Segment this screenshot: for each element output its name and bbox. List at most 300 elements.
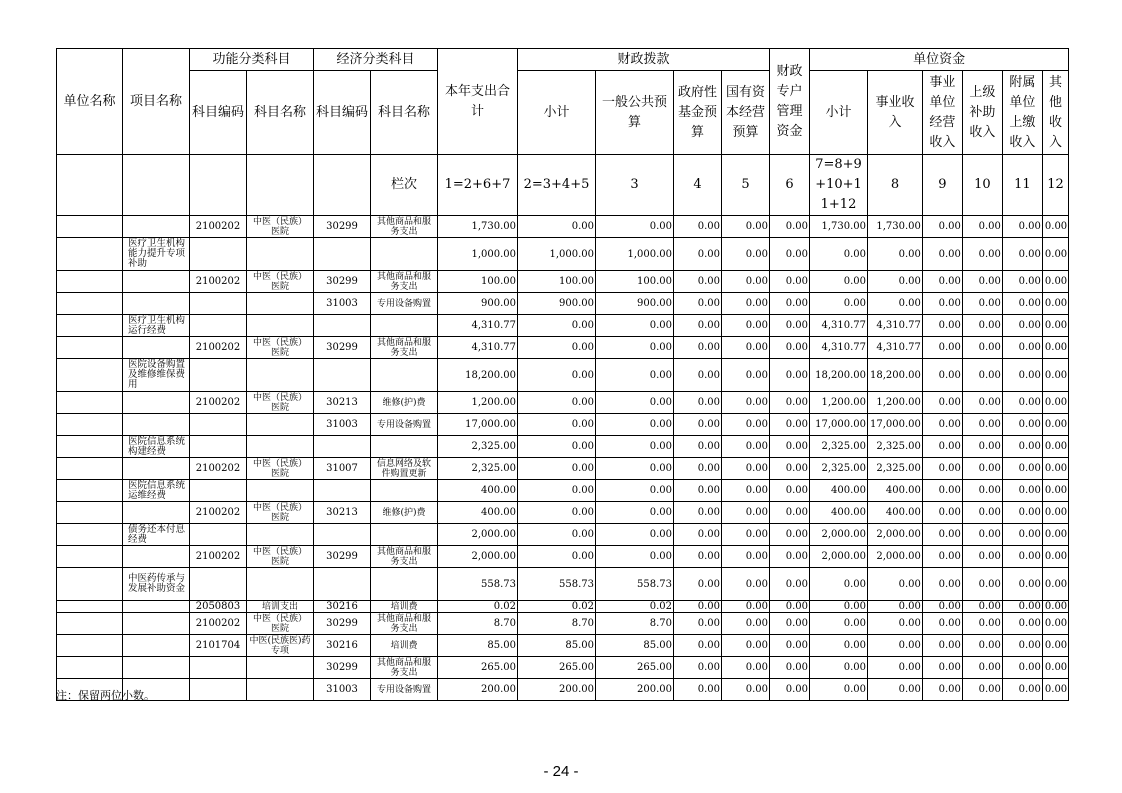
table-row (57, 216, 1069, 238)
unit-name-cell (57, 392, 123, 414)
amount-cell: 1,730.00 (868, 216, 923, 238)
amount-cell: 0.00 (674, 458, 722, 480)
amount-cell: 0.00 (674, 635, 722, 657)
column-index: 9 (922, 155, 962, 216)
amount-cell: 0.00 (674, 392, 722, 414)
amount-cell: 0.00 (922, 502, 962, 524)
amount-cell: 0.00 (674, 315, 722, 337)
amount-cell: 4,310.77 (810, 337, 868, 359)
amount-cell: 0.00 (674, 359, 722, 392)
function-code-cell (190, 414, 247, 436)
economic-name-cell (371, 436, 438, 458)
amount-cell: 0.00 (674, 436, 722, 458)
amount-cell: 1,730.00 (438, 216, 518, 238)
amount-cell: 0.00 (770, 293, 810, 315)
function-code-cell (190, 480, 247, 502)
amount-cell: 265.00 (518, 657, 596, 679)
amount-cell: 2,325.00 (438, 436, 518, 458)
economic-code-cell (314, 359, 371, 392)
amount-cell: 0.00 (810, 238, 868, 271)
table-row (57, 293, 1069, 315)
function-name-cell: 中医（民族）医院 (247, 613, 314, 635)
header-operating-income: 事业单位经营收入 (922, 71, 962, 155)
amount-cell: 400.00 (868, 480, 923, 502)
amount-cell: 0.00 (810, 601, 868, 613)
function-code-cell: 2050803 (190, 601, 247, 613)
amount-cell: 400.00 (810, 480, 868, 502)
header-subject-name: 科目名称 (247, 71, 314, 155)
amount-cell: 0.00 (1042, 568, 1068, 601)
project-name-cell (123, 458, 190, 480)
header-econ-code: 科目编码 (314, 71, 371, 155)
amount-cell: 0.00 (674, 337, 722, 359)
function-name-cell (247, 480, 314, 502)
amount-cell: 85.00 (438, 635, 518, 657)
amount-cell: 0.00 (922, 359, 962, 392)
economic-name-cell: 其他商品和服务支出 (371, 216, 438, 238)
economic-code-cell (314, 568, 371, 601)
amount-cell: 265.00 (438, 657, 518, 679)
economic-code-cell: 31007 (314, 458, 371, 480)
amount-cell: 0.00 (722, 271, 770, 293)
amount-cell: 0.00 (596, 392, 674, 414)
project-name-cell: 医疗卫生机构能力提升专项补助 (123, 238, 190, 271)
column-index: 7=8+9+10+11+12 (810, 155, 868, 216)
amount-cell: 0.00 (962, 635, 1002, 657)
amount-cell: 0.00 (1042, 216, 1068, 238)
amount-cell: 0.00 (770, 679, 810, 701)
function-code-cell (190, 568, 247, 601)
header-special-account-funds: 财政专户管理资金 (770, 49, 810, 155)
amount-cell: 0.00 (868, 238, 923, 271)
amount-cell: 0.00 (962, 480, 1002, 502)
economic-name-cell: 其他商品和服务支出 (371, 613, 438, 635)
unit-name-cell (57, 601, 123, 613)
amount-cell: 0.00 (722, 458, 770, 480)
amount-cell: 0.00 (922, 613, 962, 635)
economic-code-cell: 30213 (314, 502, 371, 524)
function-code-cell (190, 436, 247, 458)
table-row (57, 679, 1069, 701)
function-code-cell (190, 293, 247, 315)
page-number: - 24 - (543, 763, 579, 780)
amount-cell: 0.00 (722, 613, 770, 635)
amount-cell: 18,200.00 (438, 359, 518, 392)
header-gov-fund-budget: 政府性基金预算 (674, 71, 722, 155)
amount-cell: 0.00 (868, 271, 923, 293)
amount-cell: 0.00 (770, 502, 810, 524)
project-name-cell (123, 392, 190, 414)
header-unit-funds: 单位资金 (810, 49, 1069, 71)
amount-cell: 558.73 (596, 568, 674, 601)
economic-code-cell: 31003 (314, 293, 371, 315)
function-code-cell (190, 315, 247, 337)
table-row (57, 414, 1069, 436)
amount-cell: 0.00 (1042, 414, 1068, 436)
function-name-cell: 中医（民族）医院 (247, 337, 314, 359)
project-name-cell (123, 293, 190, 315)
column-index: 10 (962, 155, 1002, 216)
amount-cell: 0.00 (810, 613, 868, 635)
column-index: 4 (674, 155, 722, 216)
economic-name-cell (371, 315, 438, 337)
amount-cell: 0.00 (1042, 238, 1068, 271)
amount-cell: 0.00 (518, 502, 596, 524)
amount-cell: 8.70 (438, 613, 518, 635)
header-subject-code: 科目编码 (190, 71, 247, 155)
table-row (57, 524, 1069, 546)
project-name-cell: 债务还本付息经费 (123, 524, 190, 546)
amount-cell: 0.00 (962, 271, 1002, 293)
amount-cell: 0.00 (674, 679, 722, 701)
amount-cell: 0.00 (922, 601, 962, 613)
amount-cell: 400.00 (438, 480, 518, 502)
function-code-cell (190, 524, 247, 546)
column-index-label: 栏次 (371, 155, 438, 216)
amount-cell: 0.00 (922, 524, 962, 546)
function-code-cell: 2100202 (190, 458, 247, 480)
project-name-cell: 医院信息系统构建经费 (123, 436, 190, 458)
column-index: 1=2+6+7 (438, 155, 518, 216)
amount-cell: 0.00 (1002, 436, 1042, 458)
amount-cell: 4,310.77 (868, 337, 923, 359)
unit-name-cell (57, 293, 123, 315)
project-name-cell: 医疗卫生机构运行经费 (123, 315, 190, 337)
amount-cell: 0.00 (1002, 635, 1042, 657)
amount-cell: 0.00 (770, 601, 810, 613)
amount-cell: 0.00 (922, 436, 962, 458)
amount-cell: 4,310.77 (438, 337, 518, 359)
amount-cell: 0.00 (770, 458, 810, 480)
amount-cell: 0.00 (1002, 238, 1042, 271)
amount-cell: 100.00 (518, 271, 596, 293)
amount-cell: 17,000.00 (810, 414, 868, 436)
amount-cell: 0.00 (922, 315, 962, 337)
amount-cell: 0.00 (518, 414, 596, 436)
function-code-cell (190, 359, 247, 392)
amount-cell: 0.00 (1002, 293, 1042, 315)
amount-cell: 0.00 (518, 524, 596, 546)
amount-cell: 8.70 (596, 613, 674, 635)
amount-cell: 0.00 (922, 293, 962, 315)
function-name-cell: 中医（民族）医院 (247, 458, 314, 480)
table-row (57, 315, 1069, 337)
economic-code-cell: 30216 (314, 601, 371, 613)
amount-cell: 0.00 (596, 359, 674, 392)
function-code-cell (190, 238, 247, 271)
header-state-capital-budget: 国有资本经营预算 (722, 71, 770, 155)
unit-name-cell (57, 657, 123, 679)
header-other-income: 其他收入 (1042, 71, 1068, 155)
amount-cell: 0.00 (962, 502, 1002, 524)
amount-cell: 0.00 (1002, 657, 1042, 679)
amount-cell: 0.00 (722, 502, 770, 524)
amount-cell: 0.00 (962, 337, 1002, 359)
amount-cell: 0.00 (722, 436, 770, 458)
amount-cell: 0.00 (962, 613, 1002, 635)
function-code-cell: 2100202 (190, 271, 247, 293)
amount-cell: 0.00 (722, 635, 770, 657)
header-function-category: 功能分类科目 (190, 49, 314, 71)
amount-cell: 0.00 (722, 414, 770, 436)
amount-cell: 0.00 (1042, 480, 1068, 502)
amount-cell: 0.00 (1042, 337, 1068, 359)
amount-cell: 0.00 (674, 524, 722, 546)
amount-cell: 0.00 (674, 293, 722, 315)
amount-cell: 0.00 (1042, 601, 1068, 613)
amount-cell: 0.00 (868, 635, 923, 657)
unit-name-cell (57, 436, 123, 458)
unit-name-cell (57, 613, 123, 635)
amount-cell: 0.00 (770, 613, 810, 635)
header-unit-name: 单位名称 (57, 49, 123, 155)
amount-cell: 0.00 (922, 238, 962, 271)
column-index-row (57, 155, 1069, 216)
amount-cell: 0.00 (596, 458, 674, 480)
amount-cell: 0.00 (962, 458, 1002, 480)
amount-cell: 2,325.00 (868, 436, 923, 458)
amount-cell: 0.00 (962, 414, 1002, 436)
amount-cell: 0.00 (962, 601, 1002, 613)
amount-cell: 0.00 (868, 679, 923, 701)
amount-cell: 4,310.77 (810, 315, 868, 337)
table-row (57, 657, 1069, 679)
table-note: 注：保留两位小数。 (56, 689, 155, 702)
unit-name-cell (57, 238, 123, 271)
amount-cell: 0.00 (596, 216, 674, 238)
amount-cell: 900.00 (438, 293, 518, 315)
amount-cell: 0.00 (922, 546, 962, 568)
economic-name-cell: 其他商品和服务支出 (371, 657, 438, 679)
column-index: 8 (868, 155, 923, 216)
amount-cell: 0.00 (1002, 502, 1042, 524)
economic-code-cell: 30213 (314, 392, 371, 414)
amount-cell: 0.00 (1042, 271, 1068, 293)
budget-expenditure-table (56, 48, 1069, 701)
amount-cell: 0.00 (722, 337, 770, 359)
amount-cell: 0.00 (518, 359, 596, 392)
amount-cell: 0.00 (922, 392, 962, 414)
unit-name-cell (57, 546, 123, 568)
project-name-cell (123, 613, 190, 635)
amount-cell: 0.00 (810, 635, 868, 657)
function-code-cell: 2101704 (190, 635, 247, 657)
amount-cell: 0.00 (868, 568, 923, 601)
function-code-cell: 2100202 (190, 216, 247, 238)
amount-cell: 400.00 (868, 502, 923, 524)
function-name-cell: 中医（民族）医院 (247, 502, 314, 524)
amount-cell: 0.00 (674, 546, 722, 568)
economic-code-cell: 30299 (314, 657, 371, 679)
unit-name-cell (57, 524, 123, 546)
amount-cell: 0.00 (770, 359, 810, 392)
economic-name-cell: 培训费 (371, 635, 438, 657)
amount-cell: 0.00 (770, 392, 810, 414)
amount-cell: 0.00 (770, 546, 810, 568)
project-name-cell: 医院信息系统运维经费 (123, 480, 190, 502)
economic-code-cell: 30299 (314, 337, 371, 359)
economic-name-cell: 其他商品和服务支出 (371, 337, 438, 359)
amount-cell: 2,325.00 (810, 436, 868, 458)
amount-cell: 0.00 (868, 613, 923, 635)
amount-cell: 1,730.00 (810, 216, 868, 238)
amount-cell: 0.00 (596, 436, 674, 458)
amount-cell: 0.00 (770, 315, 810, 337)
amount-cell: 18,200.00 (810, 359, 868, 392)
header-fiscal-appropriation: 财政拨款 (518, 49, 770, 71)
project-name-cell (123, 502, 190, 524)
project-name-cell (123, 657, 190, 679)
amount-cell: 0.00 (518, 546, 596, 568)
amount-cell: 85.00 (518, 635, 596, 657)
amount-cell: 0.00 (1002, 524, 1042, 546)
amount-cell: 0.00 (962, 436, 1002, 458)
amount-cell: 0.00 (596, 502, 674, 524)
amount-cell: 0.00 (810, 271, 868, 293)
amount-cell: 0.00 (674, 657, 722, 679)
amount-cell: 0.00 (770, 657, 810, 679)
economic-name-cell: 培训费 (371, 601, 438, 613)
table-row (57, 238, 1069, 271)
amount-cell: 0.00 (518, 337, 596, 359)
amount-cell: 0.00 (1042, 546, 1068, 568)
amount-cell: 0.00 (770, 524, 810, 546)
amount-cell: 2,325.00 (438, 458, 518, 480)
amount-cell: 0.00 (770, 414, 810, 436)
amount-cell: 0.00 (922, 458, 962, 480)
table-row (57, 635, 1069, 657)
amount-cell: 0.00 (518, 392, 596, 414)
function-code-cell (190, 679, 247, 701)
amount-cell: 100.00 (596, 271, 674, 293)
amount-cell: 0.00 (962, 315, 1002, 337)
header-superior-subsidy: 上级补助收入 (962, 71, 1002, 155)
amount-cell: 0.00 (1002, 392, 1042, 414)
project-name-cell (123, 414, 190, 436)
economic-code-cell (314, 238, 371, 271)
amount-cell: 0.00 (962, 679, 1002, 701)
amount-cell: 2,325.00 (810, 458, 868, 480)
function-name-cell (247, 436, 314, 458)
project-name-cell (123, 546, 190, 568)
amount-cell: 0.00 (596, 337, 674, 359)
economic-name-cell: 其他商品和服务支出 (371, 546, 438, 568)
amount-cell: 0.00 (1042, 635, 1068, 657)
amount-cell: 0.00 (770, 216, 810, 238)
amount-cell: 100.00 (438, 271, 518, 293)
amount-cell: 0.00 (922, 657, 962, 679)
project-name-cell: 医院设备购置及维修维保费用 (123, 359, 190, 392)
economic-name-cell: 维修(护)费 (371, 392, 438, 414)
economic-name-cell (371, 359, 438, 392)
amount-cell: 0.00 (1002, 458, 1042, 480)
amount-cell: 0.00 (962, 546, 1002, 568)
amount-cell: 0.00 (596, 480, 674, 502)
amount-cell: 0.00 (674, 238, 722, 271)
amount-cell: 0.00 (674, 601, 722, 613)
amount-cell: 0.00 (770, 436, 810, 458)
amount-cell: 0.00 (922, 679, 962, 701)
amount-cell: 0.00 (922, 337, 962, 359)
project-name-cell (123, 216, 190, 238)
amount-cell: 0.00 (770, 337, 810, 359)
amount-cell: 0.00 (722, 238, 770, 271)
amount-cell: 0.00 (722, 679, 770, 701)
amount-cell: 0.00 (868, 657, 923, 679)
amount-cell: 2,000.00 (438, 524, 518, 546)
amount-cell: 4,310.77 (438, 315, 518, 337)
amount-cell: 0.02 (596, 601, 674, 613)
amount-cell: 265.00 (596, 657, 674, 679)
amount-cell: 0.00 (722, 480, 770, 502)
amount-cell: 0.00 (962, 359, 1002, 392)
function-name-cell (247, 568, 314, 601)
economic-name-cell: 其他商品和服务支出 (371, 271, 438, 293)
amount-cell: 0.00 (962, 524, 1002, 546)
amount-cell: 0.00 (674, 568, 722, 601)
amount-cell: 0.00 (770, 480, 810, 502)
amount-cell: 1,000.00 (438, 238, 518, 271)
function-name-cell (247, 679, 314, 701)
amount-cell: 0.00 (722, 315, 770, 337)
table-row (57, 568, 1069, 601)
amount-cell: 0.00 (1002, 601, 1042, 613)
amount-cell: 0.00 (1042, 502, 1068, 524)
amount-cell: 200.00 (596, 679, 674, 701)
column-index: 12 (1042, 155, 1068, 216)
economic-code-cell (314, 524, 371, 546)
function-code-cell: 2100202 (190, 337, 247, 359)
header-general-budget: 一般公共预算 (596, 71, 674, 155)
amount-cell: 0.00 (1002, 613, 1042, 635)
column-index: 2=3+4+5 (518, 155, 596, 216)
amount-cell: 0.00 (722, 216, 770, 238)
amount-cell: 0.00 (1042, 315, 1068, 337)
amount-cell: 900.00 (518, 293, 596, 315)
header-business-income: 事业收入 (868, 71, 923, 155)
economic-name-cell (371, 238, 438, 271)
column-index: 6 (770, 155, 810, 216)
amount-cell: 0.00 (596, 414, 674, 436)
amount-cell: 0.00 (1002, 414, 1042, 436)
amount-cell: 0.00 (770, 271, 810, 293)
amount-cell: 0.00 (722, 568, 770, 601)
amount-cell: 1,200.00 (810, 392, 868, 414)
function-code-cell: 2100202 (190, 392, 247, 414)
amount-cell: 0.00 (1002, 271, 1042, 293)
economic-name-cell (371, 568, 438, 601)
amount-cell: 17,000.00 (868, 414, 923, 436)
function-name-cell (247, 414, 314, 436)
function-name-cell: 中医（民族）医院 (247, 392, 314, 414)
table-row (57, 601, 1069, 613)
economic-name-cell (371, 480, 438, 502)
unit-name-cell (57, 359, 123, 392)
unit-name-cell (57, 502, 123, 524)
amount-cell: 0.00 (596, 524, 674, 546)
amount-cell: 0.00 (1002, 216, 1042, 238)
function-name-cell: 中医(民族医)药专项 (247, 635, 314, 657)
amount-cell: 1,200.00 (868, 392, 923, 414)
amount-cell: 0.00 (962, 568, 1002, 601)
economic-code-cell (314, 480, 371, 502)
function-code-cell: 2100202 (190, 613, 247, 635)
amount-cell: 0.00 (674, 502, 722, 524)
economic-code-cell: 30216 (314, 635, 371, 657)
amount-cell: 0.00 (518, 480, 596, 502)
function-name-cell: 培训支出 (247, 601, 314, 613)
unit-name-cell (57, 315, 123, 337)
